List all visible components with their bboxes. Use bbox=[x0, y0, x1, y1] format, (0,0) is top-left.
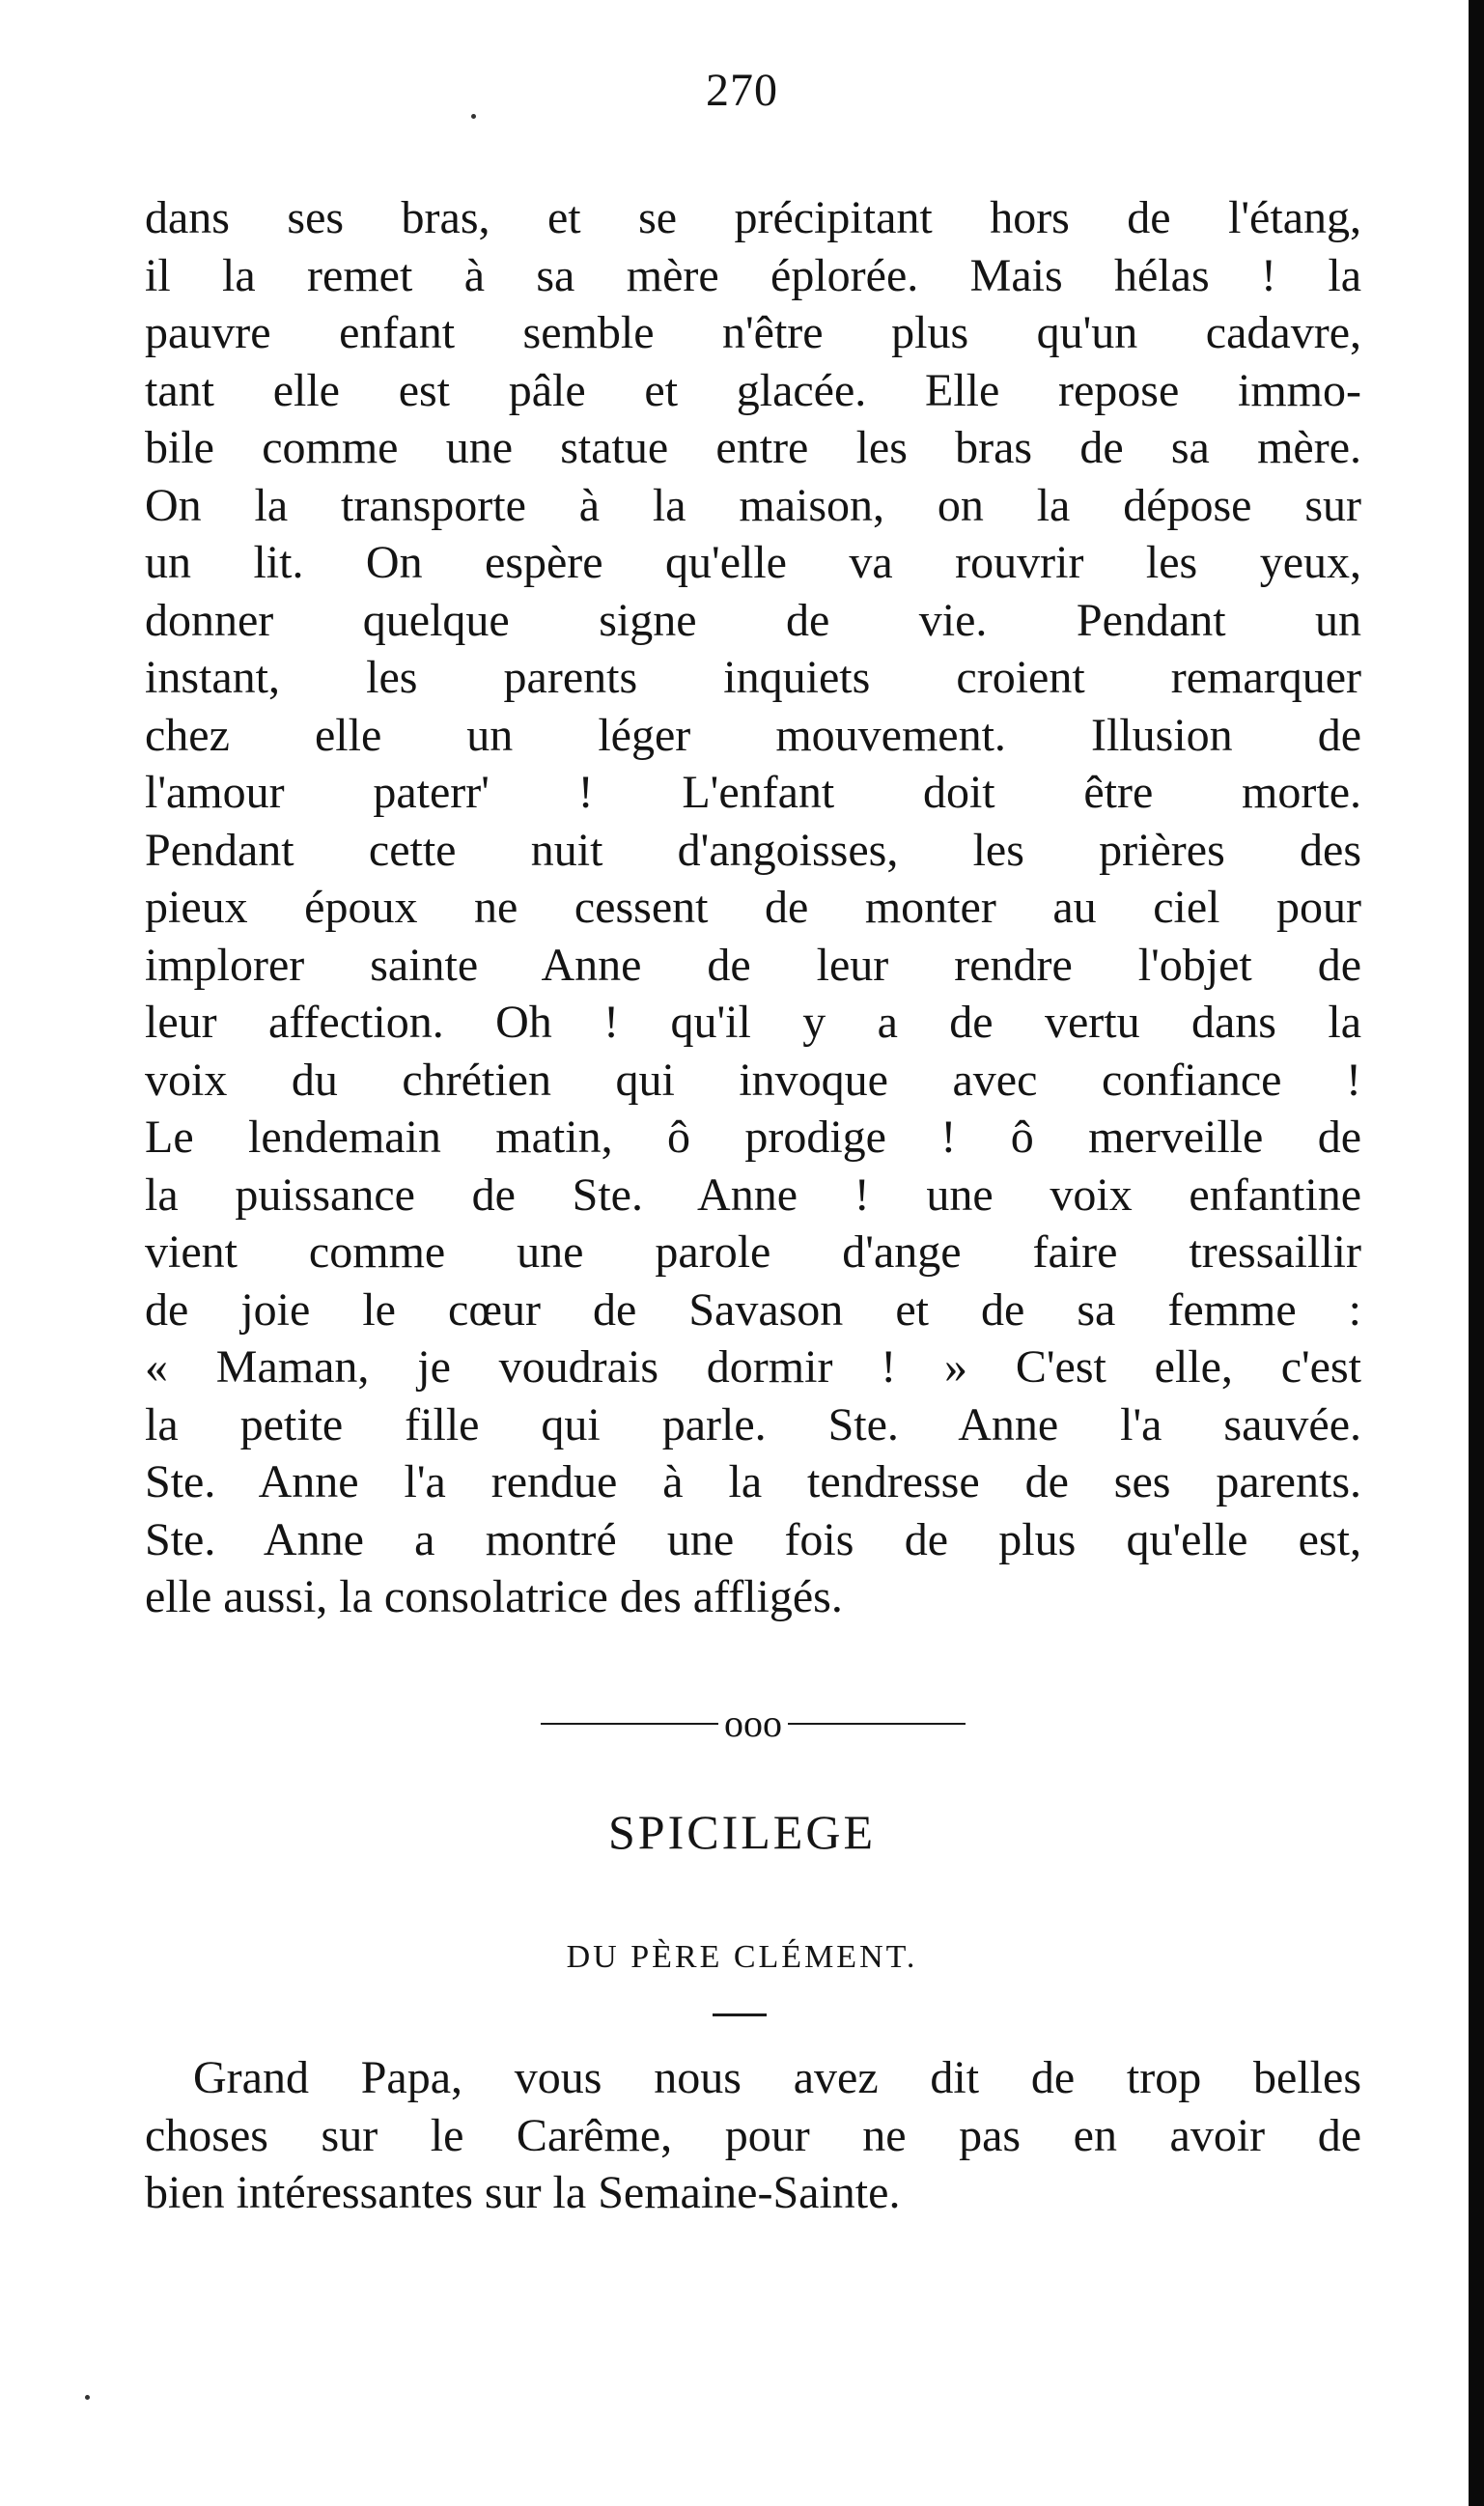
separator-mark: ooo bbox=[724, 1702, 782, 1745]
dialogue-line: Grand Papa, vous nous avez dit de trop belles bbox=[193, 2052, 1361, 2103]
body-line: pauvre enfant semble n'être plus qu'un cadavre, bbox=[145, 307, 1361, 358]
stray-dot bbox=[85, 2395, 90, 2400]
body-line: donner quelque signe de vie. Pendant un bbox=[145, 594, 1361, 646]
body-line: de joie le cœur de Savason et de sa femme : bbox=[145, 1283, 1361, 1336]
body-line: l'amour paterr' ! L'enfant doit être morte. bbox=[145, 767, 1361, 818]
body-line: il la remet à sa mère éplorée. Mais hélas ! la bbox=[145, 249, 1361, 301]
page-edge-shadow bbox=[1469, 0, 1484, 2506]
body-line: dans ses bras, et se précipitant hors de l'étang, bbox=[145, 192, 1361, 243]
dialogue-line: bien intéressantes sur la Semaine-Sainte. bbox=[145, 2167, 901, 2218]
body-line: implorer sainte Anne de leur rendre l'objet de bbox=[145, 939, 1361, 991]
section-title: SPICILEGE bbox=[608, 1805, 876, 1859]
body-line: Ste. Anne a montré une fois de plus qu'elle est, bbox=[145, 1513, 1361, 1565]
separator-rule-left bbox=[541, 1723, 718, 1725]
body-line: Le lendemain matin, ô prodige ! ô merveille de bbox=[145, 1112, 1361, 1163]
body-line: tant elle est pâle et glacée. Elle repose immo- bbox=[145, 364, 1361, 416]
body-line: bile comme une statue entre les bras de sa mère. bbox=[145, 422, 1361, 473]
dialogue-line: choses sur le Carême, pour ne pas en avoir de bbox=[145, 2109, 1361, 2161]
body-line: voix du chrétien qui invoque avec confiance ! bbox=[145, 1054, 1361, 1106]
section-subtitle: DU PÈRE CLÉMENT. bbox=[566, 1939, 918, 1975]
dialogue-paragraph bbox=[145, 2049, 1361, 2222]
stray-dot bbox=[471, 114, 476, 119]
body-line: la petite fille qui parle. Ste. Anne l'a sauvée. bbox=[145, 1398, 1361, 1450]
section-separator bbox=[541, 1704, 966, 1743]
body-line: elle aussi, la consolatrice des affligés. bbox=[145, 1571, 843, 1622]
body-line: Pendant cette nuit d'angoisses, les prières des bbox=[145, 824, 1361, 876]
body-line: pieux époux ne cessent de monter au ciel pour bbox=[145, 882, 1361, 933]
short-rule bbox=[713, 2013, 767, 2016]
body-line: un lit. On espère qu'elle va rouvrir les yeux, bbox=[145, 537, 1361, 588]
page-number: 270 bbox=[706, 65, 778, 116]
body-line: Ste. Anne l'a rendue à la tendresse de ses parents. bbox=[145, 1456, 1361, 1507]
body-paragraph bbox=[145, 189, 1361, 1626]
body-line: « Maman, je voudrais dormir ! » C'est elle, c'est bbox=[145, 1341, 1361, 1393]
separator-rule-right bbox=[788, 1723, 966, 1725]
body-line: leur affection. Oh ! qu'il y a de vertu dans la bbox=[145, 997, 1361, 1048]
body-line: On la transporte à la maison, on la dépose sur bbox=[145, 479, 1361, 531]
body-line: instant, les parents inquiets croient remarquer bbox=[145, 652, 1361, 703]
body-line: chez elle un léger mouvement. Illusion de bbox=[145, 709, 1361, 761]
body-line: la puissance de Ste. Anne ! une voix enfantine bbox=[145, 1169, 1361, 1221]
body-line: vient comme une parole d'ange faire tressaillir bbox=[145, 1226, 1361, 1278]
